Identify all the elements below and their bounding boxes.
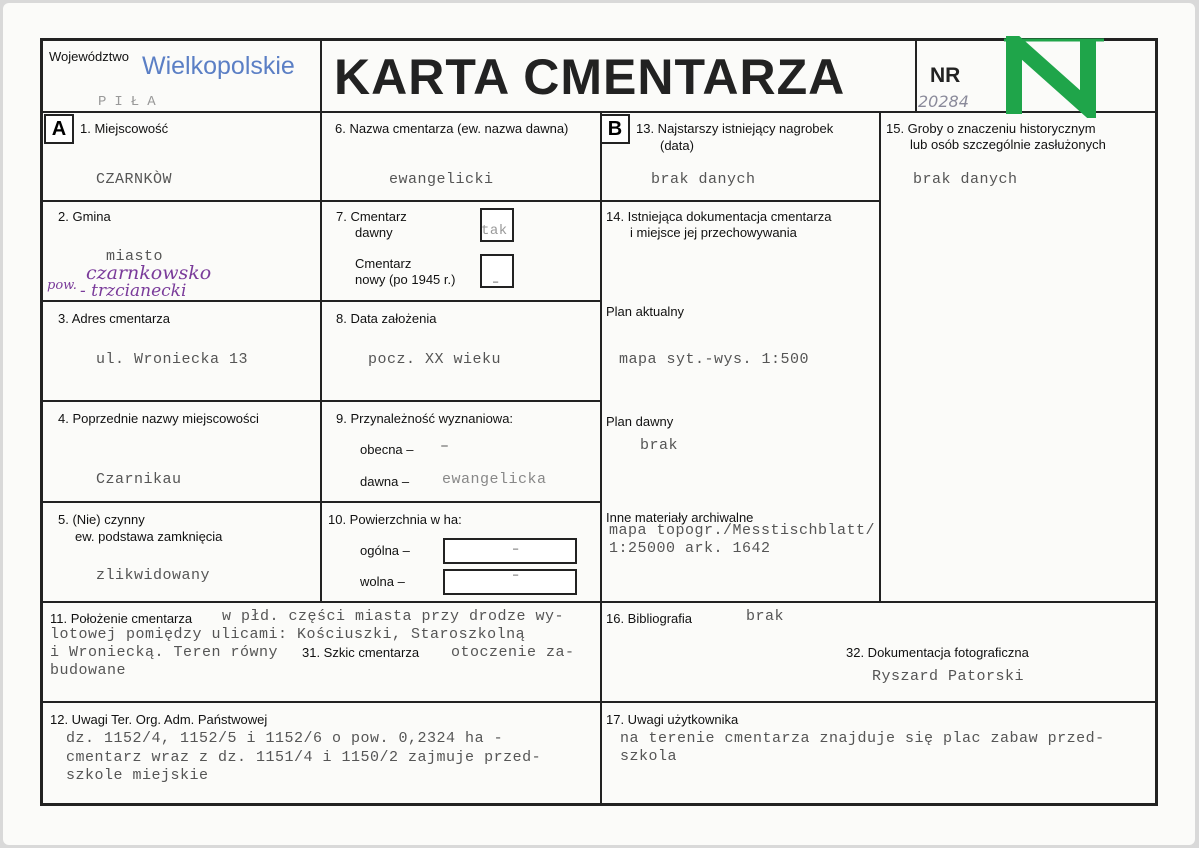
divider <box>43 111 1155 113</box>
field-14-label-1: 14. Istniejąca dokumentacja cmentarza <box>606 209 832 224</box>
inne-materialy-label: Inne materiały archiwalne <box>606 510 754 525</box>
field-12-label: 12. Uwagi Ter. Org. Adm. Państwowej <box>50 712 268 727</box>
field-16-label: 16. Bibliografia <box>606 611 692 626</box>
field-11-value-4: budowane <box>50 662 127 679</box>
field-11-value-3: i Wroniecką. Teren równy <box>50 644 279 661</box>
field-1-label: 1. Miejscowość <box>80 121 169 136</box>
field-5-label-2: ew. podstawa zamknięcia <box>75 529 223 544</box>
divider <box>915 41 917 111</box>
region-typed: PIŁA <box>98 94 164 110</box>
nr-handwritten: 20284 <box>918 92 969 111</box>
powierzchnia-ogolna-box[interactable] <box>443 538 577 564</box>
page-title: KARTA CMENTARZA <box>334 49 846 105</box>
inne-materialy-value-2: 1:25000 ark. 1642 <box>609 540 771 557</box>
wojewodztwo-stamp: Wielkopolskie <box>142 52 295 80</box>
field-13-label-1: 13. Najstarszy istniejący nagrobek <box>636 121 834 136</box>
divider <box>43 701 1155 703</box>
field-2-prefix: pow. <box>47 278 77 293</box>
field-11-label: 11. Położenie cmentarza <box>50 611 193 626</box>
plan-dawny-label: Plan dawny <box>606 414 674 429</box>
field-8-value: pocz. XX wieku <box>368 351 502 368</box>
field-2-value: miasto <box>106 248 164 265</box>
field-15-value: brak danych <box>913 171 1018 188</box>
field-6-value: ewangelicki <box>389 171 494 188</box>
plan-aktualny-value: mapa syt.-wys. 1:500 <box>619 351 810 368</box>
field-17-label: 17. Uwagi użytkownika <box>606 712 739 727</box>
field-10-wolna-value: – <box>512 568 520 582</box>
field-4-label: 4. Poprzednie nazwy miejscowości <box>58 411 259 426</box>
field-5-value: zlikwidowany <box>96 567 211 584</box>
field-10-ogolna-label: ogólna – <box>360 543 410 558</box>
divider <box>320 41 322 601</box>
field-9-dawna-label: dawna – <box>360 474 410 489</box>
field-11-value-3b: otoczenie za- <box>451 644 575 661</box>
field-10-ogolna-value: – <box>512 542 520 556</box>
field-10-label: 10. Powierzchnia w ha: <box>328 512 462 527</box>
field-11-value-1: w płd. części miasta przy drodze wy- <box>222 608 565 625</box>
field-17-value-1: na terenie cmentarza znajduje się plac zabaw przed- <box>620 730 1105 747</box>
wojewodztwo-label: Województwo <box>49 49 129 64</box>
plan-dawny-value: brak <box>640 437 679 454</box>
field-12-value-1: dz. 1152/4, 1152/5 i 1152/6 o pow. 0,2324 ha - <box>66 730 504 747</box>
field-9-obecna-label: obecna – <box>360 442 414 457</box>
field-12-value-3: szkole miejskie <box>66 767 209 784</box>
field-16-value: brak <box>746 608 785 625</box>
field-3-value: ul. Wroniecka 13 <box>96 351 249 368</box>
field-14-label-2: i miejsce jej przechowywania <box>630 225 797 240</box>
field-5-label-1: 5. (Nie) czynny <box>58 512 145 527</box>
inne-materialy-value-1: mapa topogr./Messtischblatt/ <box>609 522 876 539</box>
field-1-value: CZARNKÒW <box>96 171 173 188</box>
field-10-wolna-label: wolna – <box>360 574 405 589</box>
field-32-label: 32. Dokumentacja fotograficzna <box>846 645 1029 660</box>
field-11-value-2: lotowej pomiędzy ulicami: Kościuszki, Staroszkolną <box>50 626 526 643</box>
field-13-value: brak danych <box>651 171 756 188</box>
divider <box>879 111 881 601</box>
field-2-handwritten-2: - trzcianecki <box>80 281 187 301</box>
field-2-handwritten-1: czarnkowsko <box>86 262 212 284</box>
divider <box>600 111 602 803</box>
field-3-label: 3. Adres cmentarza <box>58 311 170 326</box>
divider <box>43 200 879 202</box>
field-13-label-2: (data) <box>660 138 694 153</box>
section-b-badge: B <box>600 114 630 144</box>
field-7-value-a: tak <box>481 223 508 239</box>
field-7-label-a1: 7. Cmentarz <box>336 209 407 224</box>
field-15-label-2: lub osób szczególnie zasłużonych <box>910 137 1106 152</box>
field-9-dawna-value: ewangelicka <box>442 471 547 488</box>
field-7-label-b2: nowy (po 1945 r.) <box>355 272 456 287</box>
field-17-value-2: szkola <box>620 748 678 765</box>
field-8-label: 8. Data założenia <box>336 311 437 326</box>
powierzchnia-wolna-box[interactable] <box>443 569 577 595</box>
field-4-value: Czarnikau <box>96 471 182 488</box>
divider <box>43 601 1155 603</box>
field-7-label-b1: Cmentarz <box>355 256 412 271</box>
big-letter-n <box>1000 36 1108 118</box>
nr-label: NR <box>930 64 961 87</box>
field-2-label: 2. Gmina <box>58 209 111 224</box>
field-12-value-2: cmentarz wraz z dz. 1151/4 i 1150/2 zajmuje przed- <box>66 749 542 766</box>
field-6-label: 6. Nazwa cmentarza (ew. nazwa dawna) <box>335 121 569 136</box>
field-15-label-1: 15. Groby o znaczeniu historycznym <box>886 121 1096 136</box>
field-31-label: 31. Szkic cmentarza <box>302 645 420 660</box>
field-7-label-a2: dawny <box>355 225 393 240</box>
field-7-value-b: – <box>492 275 500 289</box>
field-9-label: 9. Przynależność wyznaniowa: <box>336 411 514 426</box>
plan-aktualny-label: Plan aktualny <box>606 304 685 319</box>
field-32-value: Ryszard Patorski <box>872 668 1025 685</box>
field-9-obecna-value: – <box>440 438 450 455</box>
section-a-badge: A <box>44 114 74 144</box>
